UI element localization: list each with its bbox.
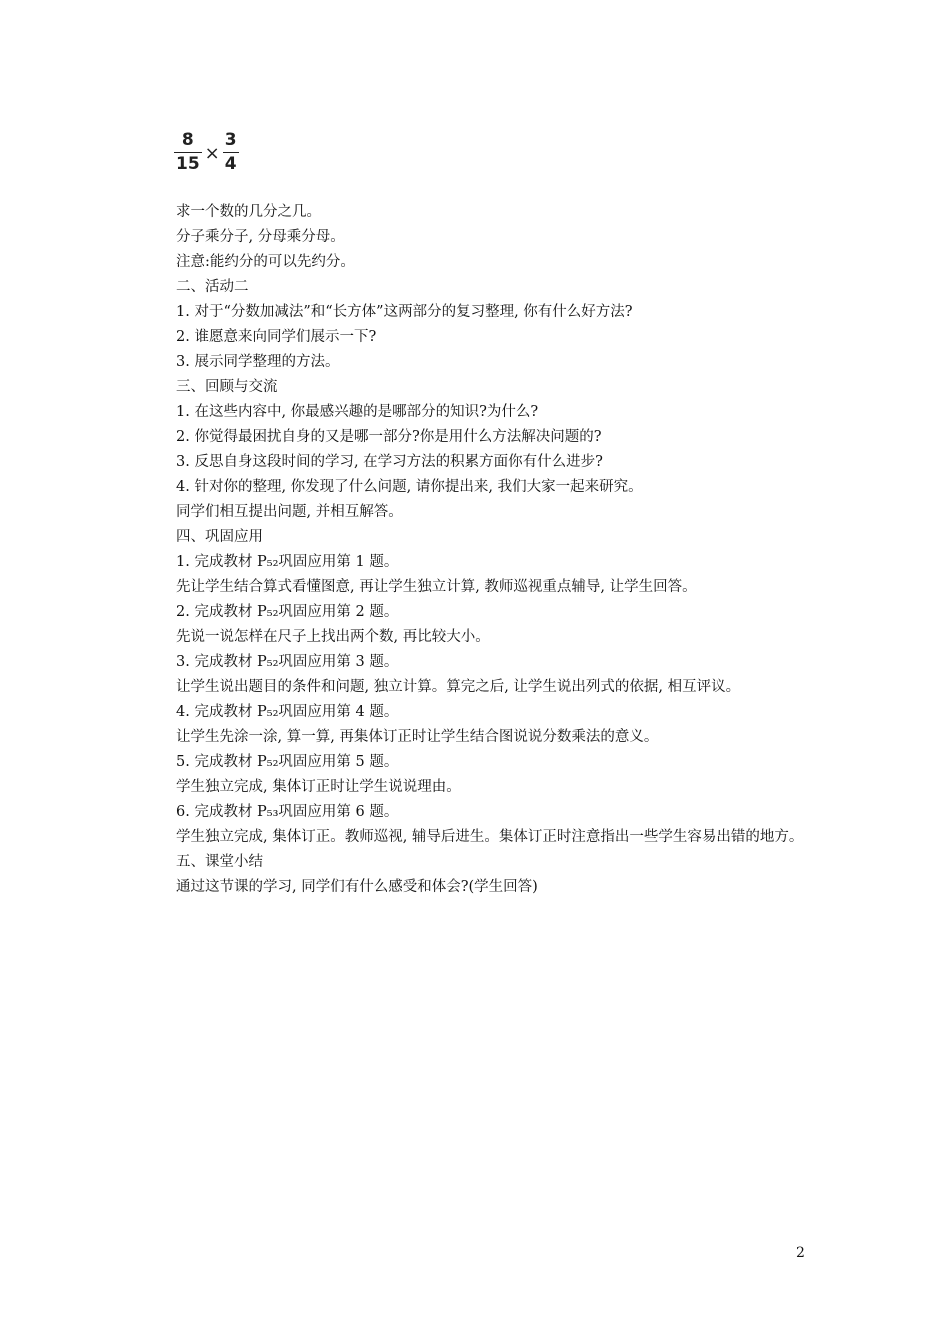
fraction-1-numerator: 8: [181, 129, 194, 150]
text-paragraph: 学生独立完成, 集体订正。教师巡视, 辅导后进生。集体订正时注意指出一些学生容易出错的地方。: [176, 829, 804, 845]
lesson-body: [146, 200, 826, 900]
section-heading-activity-two: 二、活动二: [176, 279, 249, 295]
text-line: 2. 你觉得最困扰自身的又是哪一部分?你是用什么方法解决问题的?: [176, 429, 602, 445]
fraction-2-numerator: 3: [224, 129, 237, 150]
text-line: 让学生说出题目的条件和问题, 独立计算。算完之后, 让学生说出列式的依据, 相互评议。: [176, 679, 741, 695]
text-line: 3. 展示同学整理的方法。: [176, 354, 340, 370]
text-line: 6. 完成教材 P₅₃巩固应用第 6 题。: [176, 804, 399, 820]
text-line: 3. 完成教材 P₅₂巩固应用第 3 题。: [176, 654, 399, 670]
text-line: 1. 对于“分数加减法”和“长方体”这两部分的复习整理, 你有什么好方法?: [176, 304, 633, 320]
fraction-1: [174, 129, 202, 174]
text-line: 求一个数的几分之几。: [176, 204, 321, 220]
page-number: 2: [796, 1245, 805, 1261]
multiply-sign: ×: [204, 142, 220, 164]
text-line: 先让学生结合算式看懂图意, 再让学生独立计算, 教师巡视重点辅导, 让学生回答。: [176, 579, 697, 595]
text-line: 让学生先涂一涂, 算一算, 再集体订正时让学生结合图说说分数乘法的意义。: [176, 729, 659, 745]
text-line: 4. 针对你的整理, 你发现了什么问题, 请你提出来, 我们大家一起来研究。: [176, 479, 643, 495]
text-line: 分子乘分子, 分母乘分母。: [176, 229, 345, 245]
text-line: 2. 谁愿意来向同学们展示一下?: [176, 329, 377, 345]
section-heading-review: 三、回顾与交流: [176, 379, 278, 395]
text-line: 先说一说怎样在尺子上找出两个数, 再比较大小。: [176, 629, 490, 645]
fraction-1-denominator: 15: [176, 153, 200, 174]
text-line: 1. 在这些内容中, 你最感兴趣的是哪部分的知识?为什么?: [176, 404, 539, 420]
text-line: 3. 反思自身这段时间的学习, 在学习方法的积累方面你有什么进步?: [176, 454, 603, 470]
text-line: 4. 完成教材 P₅₂巩固应用第 4 题。: [176, 704, 399, 720]
section-heading-consolidation: 四、巩固应用: [176, 529, 263, 545]
fraction-2: [223, 129, 239, 174]
fraction-2-denominator: 4: [224, 153, 237, 174]
text-line: 同学们相互提出问题, 并相互解答。: [176, 504, 403, 520]
text-line: 通过这节课的学习, 同学们有什么感受和体会?(学生回答): [176, 879, 538, 895]
text-line: 学生独立完成, 集体订正时让学生说说理由。: [176, 779, 461, 795]
section-heading-summary: 五、课堂小结: [176, 854, 263, 870]
text-line: 注意:能约分的可以先约分。: [176, 254, 355, 270]
text-line: 1. 完成教材 P₅₂巩固应用第 1 题。: [176, 554, 399, 570]
text-line: 2. 完成教材 P₅₂巩固应用第 2 题。: [176, 604, 399, 620]
fraction-formula: [174, 124, 239, 180]
text-line: 5. 完成教材 P₅₂巩固应用第 5 题。: [176, 754, 399, 770]
